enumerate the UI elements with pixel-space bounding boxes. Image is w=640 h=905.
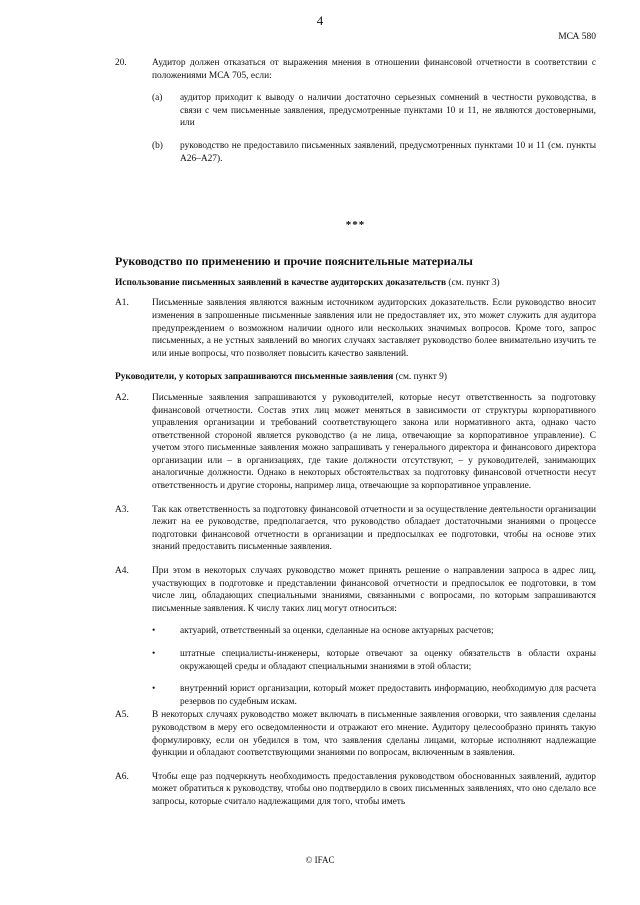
subheading-managers — [115, 371, 596, 384]
bullet-item — [152, 625, 596, 638]
standard-code: МСА 580 — [558, 32, 596, 42]
paragraph-number: A5. — [115, 710, 129, 721]
paragraph-number: 20. — [115, 58, 127, 68]
bullet-item — [152, 683, 596, 708]
bullet-text: штатные специалисты-инженеры, которые отвечают за оценку обязательств в области охраны окружающей среды и обладают специальными знаниями в этой области; — [180, 649, 596, 672]
bullet-icon: • — [152, 626, 156, 637]
bullet-text: внутренний юрист организации, который может предоставить информацию, необходимую для расчета резервов по судебным искам. — [180, 684, 596, 707]
paragraph-text: В некоторых случаях руководство может включать в письменные заявления оговорки, что заявления сделаны руководством в меру его осведомленности и отражают его мнение. Аудитору целесообразно принять такую формулировку, если он убедился в том, что заявления сделаны лицами, которые исполняют надлежащие функции и обладают соответствующими знаниями по вопросам, включенным в заявления. — [152, 710, 596, 759]
sub-item-a — [152, 92, 596, 130]
paragraph-20 — [115, 57, 596, 165]
paragraph-a6 — [115, 771, 596, 809]
section-separator: *** — [345, 219, 366, 232]
page-content — [115, 57, 596, 820]
paragraph-text: Чтобы еще раз подчеркнуть необходимость предоставления руководством обоснованных заявлений, аудитор может обратиться к руководству, чтобы оно подтвердило в своих письменных заявлениях, что оно сделало все запросы, которые считало надлежащими для того, чтобы иметь — [152, 771, 596, 807]
copyright-footer: © IFAC — [305, 855, 335, 865]
paragraph-number: A6. — [115, 771, 129, 782]
paragraph-text: Письменные заявления запрашиваются у руководителей, которые несут ответственность за подготовку финансовой отчетности. Состав этих лиц может меняться в зависимости от структуры корпоративного управления организации и требований соответствующего закона или нормативного акта, однако часто ответственной стороной является руководство (а не лица, отвечающие за корпоративное управление). С учетом этого письменные заявления можно запрашивать у генерального директора и финансового директора организации или – в организациях, где такие должности отсутствуют, – у руководителей, занимающих аналогичные должности. Однако в некоторых обстоятельствах за подготовку финансовой отчетности несут ответственность и другие стороны, например лица, отвечающие за корпоративное управление. — [152, 392, 596, 492]
bullet-item — [152, 648, 596, 673]
paragraph-number: A1. — [115, 298, 129, 309]
paragraph-a4 — [115, 565, 596, 708]
sub-item-label: (b) — [152, 140, 163, 151]
sub-item-b — [152, 140, 596, 165]
paragraph-number: A4. — [115, 566, 129, 577]
paragraph-text: Так как ответственность за подготовку финансовой отчетности и за осуществление деятельности организации лежит на ее руководстве, предполагается, что руководство обладает достаточными знаниями о процессе подготовки финансовой отчетности в организации и предпосылках ее подготовки, чтобы на основе этих знаний предоставить письменные заявления. — [152, 504, 596, 553]
subheading-text: Руководители, у которых запрашиваются письменные заявления — [115, 372, 394, 383]
bullet-icon: • — [152, 649, 156, 659]
subheading-ref: (см. пункт 9) — [393, 372, 447, 383]
sub-item-text: аудитор приходит к выводу о наличии достаточно серьезных сомнений в честности руководства, в связи с чем письменные заявления, предусмотренные пунктами 10 и 11, не являются достоверными, или — [180, 93, 596, 129]
sub-item-label: (a) — [152, 93, 163, 104]
paragraph-a5 — [115, 709, 596, 759]
paragraph-text: При этом в некоторых случаях руководство может принять решение о направлении запроса в адрес лиц, участвующих в подготовке и представлении финансовой отчетности и предпосылок ее подготовки, в том числе лиц, обладающих специальными знаниями, связанными с вопросами, по которым запрашиваются письменные заявления. К числу таких лиц могут относиться: — [152, 566, 596, 614]
paragraph-a1 — [115, 297, 596, 360]
sub-item-text: руководство не предоставило письменных заявлений, предусмотренных пунктами 10 и 11 (см. пункты A26–A27). — [180, 140, 596, 164]
paragraph-text: Письменные заявления являются важным источником аудиторских доказательств. Если руководство вносит изменения в запрошенные письменные заявления или не предоставляет их, это может служить для аудитора предупреждением о возможном наличии одного или нескольких значимых вопросов. Кроме того, запрос письменных, а не устных заявлений во многих случаях заставляет руководство более внимательно изучить те или иные вопросы, что позволяет повысить качество заявлений. — [152, 298, 596, 359]
bullet-text: актуарий, ответственный за оценки, сделанные на основе актуарных расчетов; — [180, 626, 494, 637]
subheading-written-representations — [115, 277, 596, 290]
bullet-list — [152, 625, 596, 708]
paragraph-a3 — [115, 504, 596, 554]
page-number: 4 — [316, 13, 324, 28]
paragraph-number: A3. — [115, 504, 129, 515]
bullet-icon: • — [152, 684, 156, 695]
section-heading: Руководство по применению и прочие пояснительные материалы — [115, 253, 473, 268]
paragraph-number: A2. — [115, 392, 129, 403]
subheading-ref: (см. пункт 3) — [446, 277, 500, 288]
paragraph-a2 — [115, 392, 596, 493]
subheading-text: Использование письменных заявлений в качестве аудиторских доказательств — [115, 277, 447, 288]
paragraph-text: Аудитор должен отказаться от выражения мнения в отношении финансовой отчетности в соответствии с положениями МСА 705, если: — [152, 58, 596, 81]
